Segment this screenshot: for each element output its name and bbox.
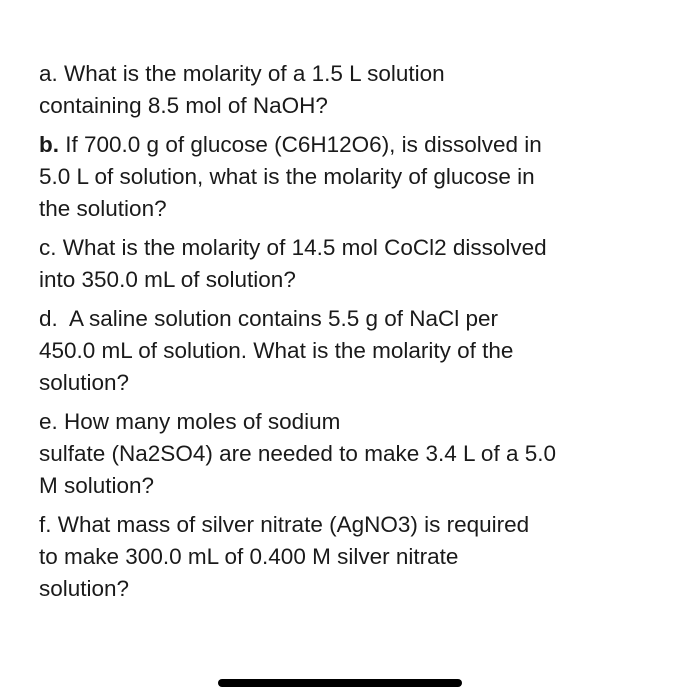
question-d-line-1: d. A saline solution contains 5.5 g of NaCl per [39, 306, 499, 331]
question-d-line-3: solution? [39, 370, 130, 395]
question-e [39, 406, 659, 502]
question-list [39, 58, 659, 612]
question-b-line-1-text: If 700.0 g of glucose (C6H12O6), is dissolved in [59, 132, 542, 157]
question-b-line-2: 5.0 L of solution, what is the molarity of glucose in [39, 164, 535, 189]
question-b-line-3: the solution? [39, 196, 167, 221]
question-d [39, 303, 659, 399]
question-e-line-2: sulfate (Na2SO4) are needed to make 3.4 L of a 5.0 [39, 441, 556, 466]
question-a-line-2: containing 8.5 mol of NaOH? [39, 93, 328, 118]
question-b-line-1 [39, 129, 659, 161]
question-e-line-1: e. How many moles of sodium [39, 409, 341, 434]
question-b-prefix: b. [39, 132, 59, 157]
question-a-line-1: a. What is the molarity of a 1.5 L solution [39, 61, 445, 86]
question-c-line-2: into 350.0 mL of solution? [39, 267, 296, 292]
question-c-line-1: c. What is the molarity of 14.5 mol CoCl2 dissolved [39, 235, 547, 260]
question-f-line-3: solution? [39, 576, 130, 601]
question-f [39, 509, 659, 605]
question-c [39, 232, 659, 296]
question-b [39, 129, 659, 225]
question-f-line-2: to make 300.0 mL of 0.400 M silver nitrate [39, 544, 459, 569]
home-indicator-bar[interactable] [218, 679, 462, 687]
question-d-line-2: 450.0 mL of solution. What is the molarity of the [39, 338, 514, 363]
question-a [39, 58, 659, 122]
question-f-line-1: f. What mass of silver nitrate (AgNO3) is required [39, 512, 530, 537]
question-e-line-3: M solution? [39, 473, 155, 498]
